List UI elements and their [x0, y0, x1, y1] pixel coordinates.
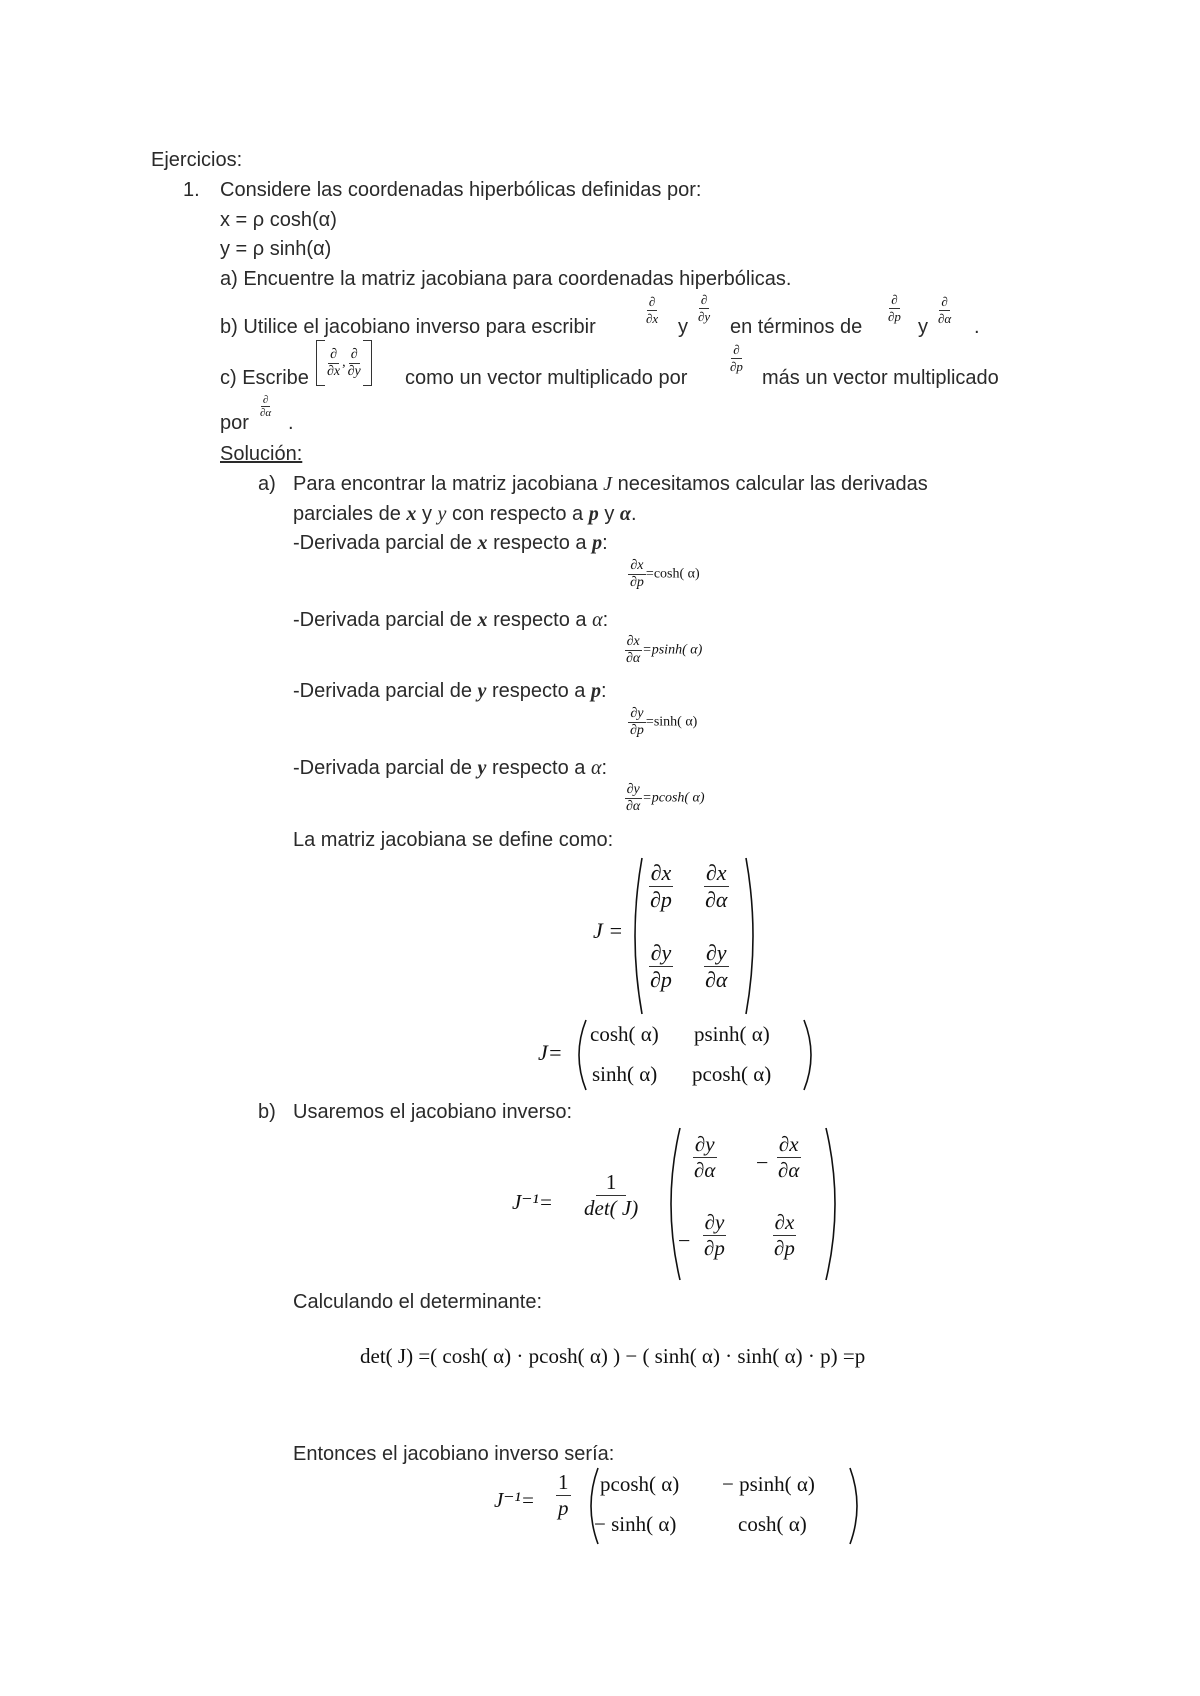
text: con respecto a [451, 503, 584, 525]
text: : [601, 757, 608, 779]
frac-den: ∂α [705, 967, 728, 992]
part-c-end: . [288, 412, 294, 434]
text: : [602, 532, 608, 554]
frac-num: 1 [596, 1170, 627, 1196]
text: necesitamos calcular las derivadas [617, 473, 928, 495]
derivative-2-equation [624, 634, 702, 667]
J-equals: J = [593, 918, 624, 943]
frac-num: ∂x [778, 1132, 799, 1156]
derivative-1-equation [628, 558, 700, 591]
frac-den: ∂p [650, 967, 672, 992]
result: =cosh( α) [645, 566, 700, 582]
frac-d-dy [696, 292, 712, 325]
frac-num: ∂ [891, 292, 898, 307]
frac-den: det( J) [584, 1196, 639, 1220]
Jinv-entry-22 [772, 1210, 797, 1261]
symbol-y: y [437, 503, 447, 525]
part-b-text: b) Utilice el jacobiano inverso para escribir [220, 316, 596, 338]
frac-num: ∂ [648, 294, 656, 309]
bracket-right [363, 340, 372, 386]
text: parciales de [293, 503, 401, 525]
part-c-por: por [220, 412, 249, 434]
matrix-intro: La matriz jacobiana se define como: [293, 829, 614, 851]
frac-num: ∂ [733, 342, 740, 357]
symbol: x [477, 609, 488, 631]
det-equation: det( J) =( cosh( α) · pcosh( α) ) − ( sinh( α) · sinh( α) · p) =p [360, 1344, 866, 1368]
part-b-y1: y [678, 316, 688, 338]
derivative-2-label [293, 608, 608, 632]
part-c-text: c) Escribe [220, 367, 309, 389]
symbol: α [590, 757, 602, 779]
J-entry-21 [648, 940, 674, 993]
frac-num: ∂ [350, 346, 358, 362]
text: : [602, 609, 609, 631]
derivative-1-label [293, 531, 608, 555]
Jinv-scalar [582, 1170, 640, 1221]
Jinv2-entry-11: pcosh( α) [600, 1472, 680, 1496]
symbol: p [592, 532, 603, 554]
result: =pcosh( α) [642, 790, 705, 806]
frac-den: p [558, 1496, 569, 1520]
heading: Ejercicios: [151, 149, 243, 171]
text: respecto a [493, 532, 587, 554]
text: -Derivada parcial de [293, 757, 472, 779]
frac-num: ∂ [700, 292, 708, 307]
paren-right [846, 1466, 866, 1546]
solution-b-text: Usaremos el jacobiano inverso: [293, 1101, 573, 1123]
frac-den: ∂y [347, 363, 361, 379]
frac-den: ∂p [730, 359, 743, 374]
det-intro: Calculando el determinante: [293, 1291, 543, 1313]
symbol: y [477, 757, 487, 779]
Jinv2-lhs: J⁻¹= [494, 1488, 535, 1512]
frac-d-dp [886, 292, 903, 325]
frac-den: ∂p [774, 1236, 795, 1260]
symbol: p [590, 680, 601, 702]
frac-num: 1 [558, 1470, 569, 1494]
text: respecto a [492, 680, 586, 702]
frac-num: ∂x [705, 860, 727, 885]
paren-right [822, 1126, 846, 1282]
frac-num: ∂y [626, 782, 640, 797]
solution-title: Solución: [220, 443, 303, 465]
paren-left [626, 856, 646, 1016]
frac-num: ∂x [626, 634, 640, 649]
J-equals-2: J= [538, 1040, 563, 1065]
frac-den: ∂p [650, 887, 672, 912]
symbol-J: J [603, 473, 613, 495]
problem-statement: Considere las coordenadas hiperbólicas definidas por: [220, 179, 702, 201]
frac-num: ∂ [941, 294, 948, 309]
part-c-mid: como un vector multiplicado por [405, 367, 688, 389]
symbol: y [477, 680, 487, 702]
frac-den: ∂α [260, 407, 272, 419]
part-b-end: . [974, 316, 980, 338]
minus-sign: − [678, 1228, 691, 1253]
symbol-alpha: α [619, 503, 631, 525]
frac-den: ∂α [705, 887, 728, 912]
text: -Derivada parcial de [293, 609, 472, 631]
frac-num: ∂ [330, 346, 338, 362]
J-pcosh: pcosh( α) [692, 1062, 772, 1086]
frac-den: ∂α [694, 1158, 716, 1182]
frac-den: ∂α [938, 311, 952, 326]
solution-a-line1 [293, 472, 928, 496]
frac-den: ∂x [327, 363, 341, 379]
frac-num: ∂y [704, 1210, 725, 1234]
equation-x: x = ρ cosh(α) [220, 209, 337, 231]
text: y [604, 503, 615, 525]
frac-den: ∂α [626, 799, 641, 814]
solution-a-label: a) [258, 473, 276, 495]
text: Para encontrar la matriz jacobiana [293, 473, 598, 495]
frac-num: ∂y [694, 1132, 715, 1156]
frac-d-dx [644, 294, 660, 327]
symbol-x: x [406, 503, 417, 525]
Jinv-entry-12 [776, 1132, 801, 1183]
frac-num: ∂y [705, 940, 727, 965]
frac-num: ∂x [650, 860, 672, 885]
J-entry-11 [648, 860, 674, 913]
text: -Derivada parcial de [293, 680, 472, 702]
frac-d-da [936, 294, 953, 327]
inverse-intro: Entonces el jacobiano inverso sería: [293, 1443, 615, 1465]
result: =sinh( α) [645, 714, 698, 730]
part-a-text: a) Encuentre la matriz jacobiana para coordenadas hiperbólicas. [220, 268, 792, 290]
frac-num: ∂x [630, 558, 644, 573]
Jinv2-scalar [556, 1470, 571, 1521]
equation-y: y = ρ sinh(α) [220, 238, 332, 260]
frac-den: ∂α [778, 1158, 800, 1182]
frac-d-dp [728, 342, 745, 375]
part-c-post: más un vector multiplicado [762, 367, 999, 389]
comma: , [342, 355, 346, 370]
derivative-4-label [293, 756, 607, 780]
solution-b-label: b) [258, 1101, 276, 1123]
derivative-4-equation [624, 782, 705, 815]
text: respecto a [492, 757, 586, 779]
frac-num: ∂ [262, 394, 269, 406]
text: y [421, 503, 432, 525]
result: =psinh( α) [642, 642, 703, 658]
symbol: α [592, 609, 603, 631]
text: . [630, 503, 637, 525]
frac-den: ∂y [698, 309, 711, 324]
Jinv-entry-21 [702, 1210, 727, 1261]
solution-a-line2 [293, 502, 637, 526]
J-entry-22 [703, 940, 729, 993]
frac-num: ∂y [650, 940, 672, 965]
list-number: 1. [183, 179, 200, 201]
gradient-vector [316, 340, 372, 386]
J-entry-12 [703, 860, 729, 913]
symbol: x [477, 532, 488, 554]
frac-den: ∂p [630, 575, 644, 590]
frac-num: ∂y [630, 706, 644, 721]
part-b-y2: y [918, 316, 928, 338]
text: : [600, 680, 607, 702]
text: -Derivada parcial de [293, 532, 472, 554]
frac-den: ∂x [646, 311, 659, 326]
Jinv2-entry-22: cosh( α) [738, 1512, 807, 1536]
derivative-3-label [293, 679, 607, 703]
Jinv-lhs: J⁻¹= [512, 1190, 553, 1214]
paren-right [800, 1018, 820, 1092]
derivative-3-equation [628, 706, 697, 739]
frac-den: ∂p [704, 1236, 725, 1260]
Jinv2-entry-12: − psinh( α) [722, 1472, 815, 1496]
Jinv2-entry-21: − sinh( α) [594, 1512, 677, 1536]
J-cosh: cosh( α) [590, 1022, 659, 1046]
text: respecto a [493, 609, 587, 631]
bracket-left [316, 340, 325, 386]
frac-num: ∂x [774, 1210, 795, 1234]
minus-sign: − [756, 1150, 769, 1175]
part-b-mid: en términos de [730, 316, 863, 338]
paren-left [570, 1018, 590, 1092]
symbol-p: p [588, 503, 599, 525]
frac-den: ∂p [630, 723, 644, 738]
Jinv-entry-11 [692, 1132, 717, 1183]
frac-den: ∂α [626, 651, 641, 666]
paren-left [660, 1126, 684, 1282]
J-sinh: sinh( α) [592, 1062, 658, 1086]
J-psinh: psinh( α) [694, 1022, 770, 1046]
frac-d-da [258, 394, 273, 419]
paren-right [742, 856, 762, 1016]
frac-den: ∂p [888, 309, 901, 324]
